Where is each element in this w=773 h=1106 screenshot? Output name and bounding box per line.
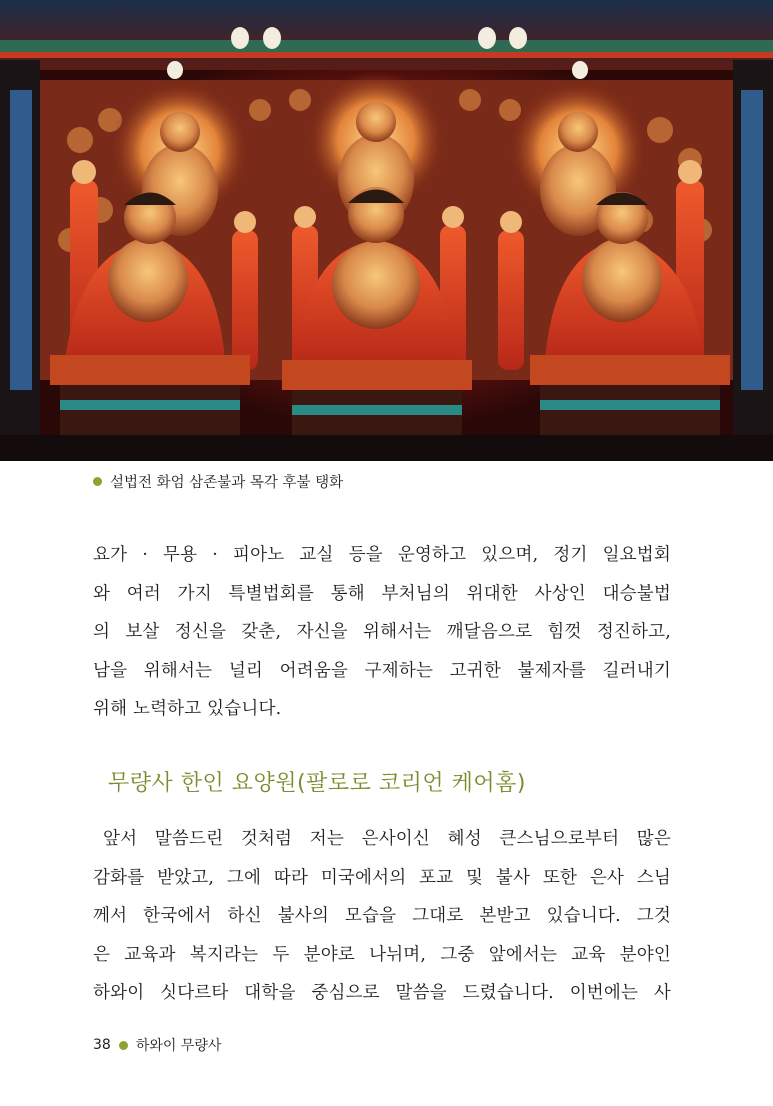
- caption-text: 설법전 화엄 삼존불과 목각 후불 탱화: [110, 474, 344, 491]
- paragraph-2-line: 께서 한국에서 하신 불사의 모습을 그대로 본받고 있습니다. 그것: [93, 906, 671, 926]
- paragraph-2-line: 하와이 싯다르타 대학을 중심으로 말씀을 드렸습니다. 이번에는 사: [93, 983, 671, 1003]
- page-number: 38: [93, 1037, 111, 1053]
- paragraph-2-line: 은 교육과 복지라는 두 분야로 나뉘며, 그중 앞에서는 교육 분야인: [93, 944, 671, 965]
- paragraph-1-line: 의 보살 정신을 갖춘, 자신을 위해서는 깨달음으로 힘껏 정진하고,: [93, 622, 671, 642]
- section-heading: 무량사 한인 요양원(팔로로 코리언 케어홈): [108, 771, 526, 796]
- altar-photo: [0, 0, 773, 461]
- paragraph-1: [93, 536, 671, 729]
- paragraph-1-line: 와 여러 가지 특별법회를 통해 부처님의 위대한 사상인 대승불법: [93, 583, 671, 604]
- paragraph-2-line: 앞서 말씀드린 것처럼 저는 은사이신 혜성 큰스님으로부터 많은: [103, 829, 671, 849]
- paragraph-1-line: 남을 위해서는 널리 어려움을 구제하는 고귀한 불제자를 길러내기: [93, 660, 671, 681]
- paragraph-2-line: 감화를 받았고, 그에 따라 미국에서의 포교 및 불사 또한 은사 스님: [93, 867, 671, 888]
- paragraph-2: [93, 820, 671, 1013]
- caption-bullet-icon: [93, 477, 102, 486]
- paragraph-1-line: 위해 노력하고 있습니다.: [93, 699, 282, 719]
- footer-bullet-icon: [119, 1041, 128, 1050]
- photo-caption: [93, 470, 343, 492]
- book-title: 하와이 무량사: [135, 1038, 222, 1054]
- page-footer: [93, 1034, 221, 1056]
- paragraph-1-line: 요가 · 무용 · 피아노 교실 등을 운영하고 있으며, 정기 일요법회: [93, 545, 671, 565]
